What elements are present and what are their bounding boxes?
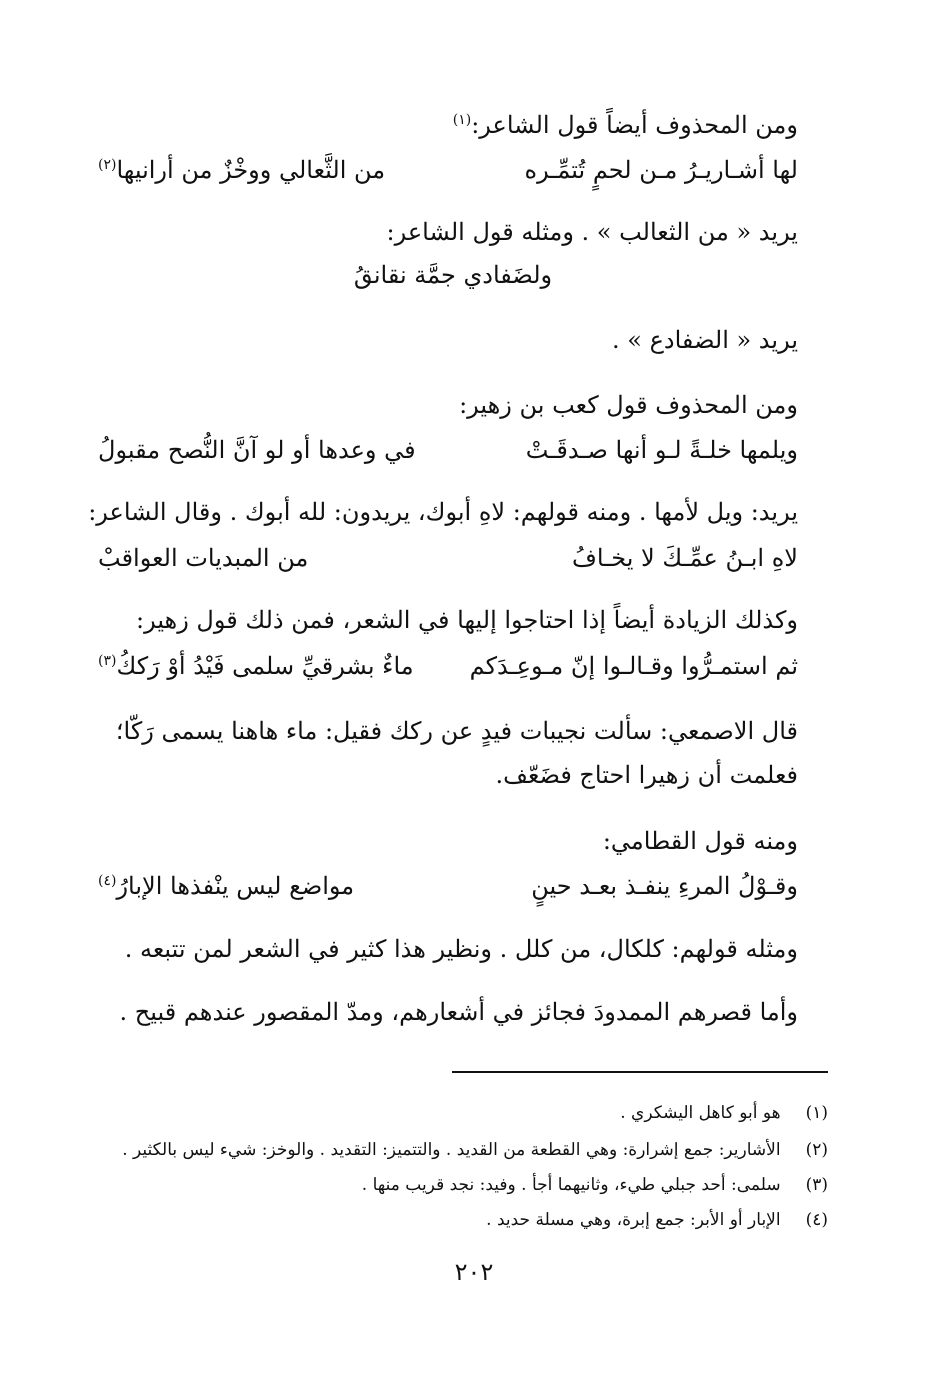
paragraph-7: قال الاصمعي: سألت نجيبات فيدٍ عن ركك فقيل: ماء هاهنا يسمى رَكّا؛ bbox=[115, 717, 798, 745]
verse-4-first-hemistich: ثم استمـرُّوا وقـالـوا إنّ مـوعِـدَكم bbox=[469, 652, 798, 680]
footnote-text: الأشارير: جمع إشرارة: وهي القطعة من القديد . والتتميز: التقديد . والوخز: شيء ليس بالكثير . bbox=[122, 1140, 781, 1160]
verse-3-first-hemistich: لاهِ ابـنُ عمِّـكَ لا يخـافُ bbox=[572, 544, 798, 572]
centered-verse: ولضَفادي جمَّة نقانقُ bbox=[353, 261, 553, 289]
footnote-2 bbox=[108, 1137, 828, 1163]
verse-2-second-hemistich: في وعدها أو لو آنَّ النُّصح مقبولُ bbox=[98, 436, 416, 464]
verse-1-first-hemistich: لها أشـاريـرُ مـن لحمٍ تُتمِّـره bbox=[524, 156, 798, 184]
paragraph-6: وكذلك الزيادة أيضاً إذا احتاجوا إليها في الشعر، فمن ذلك قول زهير: bbox=[135, 606, 798, 634]
verse-2 bbox=[98, 430, 798, 470]
page-number: ٢٠٢ bbox=[454, 1258, 494, 1286]
verse-1 bbox=[98, 150, 798, 190]
footnote-ref-1: (١) bbox=[452, 112, 472, 128]
footnote-text: الإبار أو الأبر: جمع إبرة، وهي مسلة حديد . bbox=[486, 1210, 781, 1230]
footnote-divider bbox=[452, 1071, 828, 1073]
verse-5-second-hemistich bbox=[98, 866, 354, 906]
verse-1-second-hemistich bbox=[98, 150, 385, 190]
verse-4-second-hemistich bbox=[98, 646, 414, 686]
footnote-number: (٤) bbox=[805, 1210, 828, 1230]
paragraph-3: يريد « الضفادع » . bbox=[612, 326, 798, 354]
verse-4 bbox=[98, 646, 798, 686]
verse-3 bbox=[98, 538, 798, 578]
paragraph-4: ومن المحذوف قول كعب بن زهير: bbox=[459, 391, 798, 419]
footnote-1 bbox=[108, 1100, 828, 1126]
verse-4-second-text: ماءٌ بشرقيِّ سلمى فَيْدُ أوْ رَككُ bbox=[116, 652, 414, 680]
paragraph-9: ومنه قول القطامي: bbox=[602, 827, 798, 855]
verse-5-first-hemistich: وقـوْلُ المرءِ ينفـذ بعـد حينٍ bbox=[531, 872, 798, 900]
footnote-number: (٣) bbox=[805, 1175, 828, 1195]
footnote-text: هو أبو كاهل اليشكري . bbox=[620, 1103, 781, 1123]
paragraph-1-text: ومن المحذوف أيضاً قول الشاعر: bbox=[471, 111, 798, 139]
verse-3-second-hemistich: من المبديات العواقبْ bbox=[98, 544, 309, 572]
verse-5-second-text: مواضع ليس ينْفذها الإبارُ bbox=[116, 872, 355, 900]
paragraph-2: يريد « من الثعالب » . ومثله قول الشاعر: bbox=[386, 218, 798, 246]
footnote-number: (٢) bbox=[805, 1140, 828, 1160]
verse-1-second-text: من الثَّعالي ووخْزٌ من أرانيها bbox=[116, 156, 386, 184]
footnote-ref-4: (٤) bbox=[98, 873, 117, 889]
verse-2-first-hemistich: ويلمها خلـةً لـو أنها صـدقَـتْ bbox=[525, 436, 798, 464]
footnote-number: (١) bbox=[805, 1103, 828, 1123]
paragraph-11: وأما قصرهم الممدودَ فجائز في أشعارهم، ومدّ المقصور عندهم قبيح . bbox=[119, 998, 798, 1026]
paragraph-1 bbox=[108, 108, 798, 142]
footnote-text: سلمى: أحد جبلي طيء، وثانيهما أجأ . وفيد: نجد قريب منها . bbox=[361, 1175, 781, 1195]
paragraph-8: فعلمت أن زهيرا احتاج فضَعّف. bbox=[495, 761, 798, 789]
paragraph-10: ومثله قولهم: كلكال، من كلل . ونظير هذا كثير في الشعر لمن تتبعه . bbox=[124, 935, 798, 963]
verse-5 bbox=[98, 866, 798, 906]
footnote-ref-3: (٣) bbox=[98, 653, 117, 669]
footnote-3 bbox=[108, 1172, 828, 1198]
footnote-ref-2: (٢) bbox=[98, 157, 117, 173]
paragraph-5: يريد: ويل لأمها . ومنه قولهم: لاهِ أبوك، يريدون: لله أبوك . وقال الشاعر: bbox=[88, 498, 798, 526]
footnote-4 bbox=[108, 1207, 828, 1233]
